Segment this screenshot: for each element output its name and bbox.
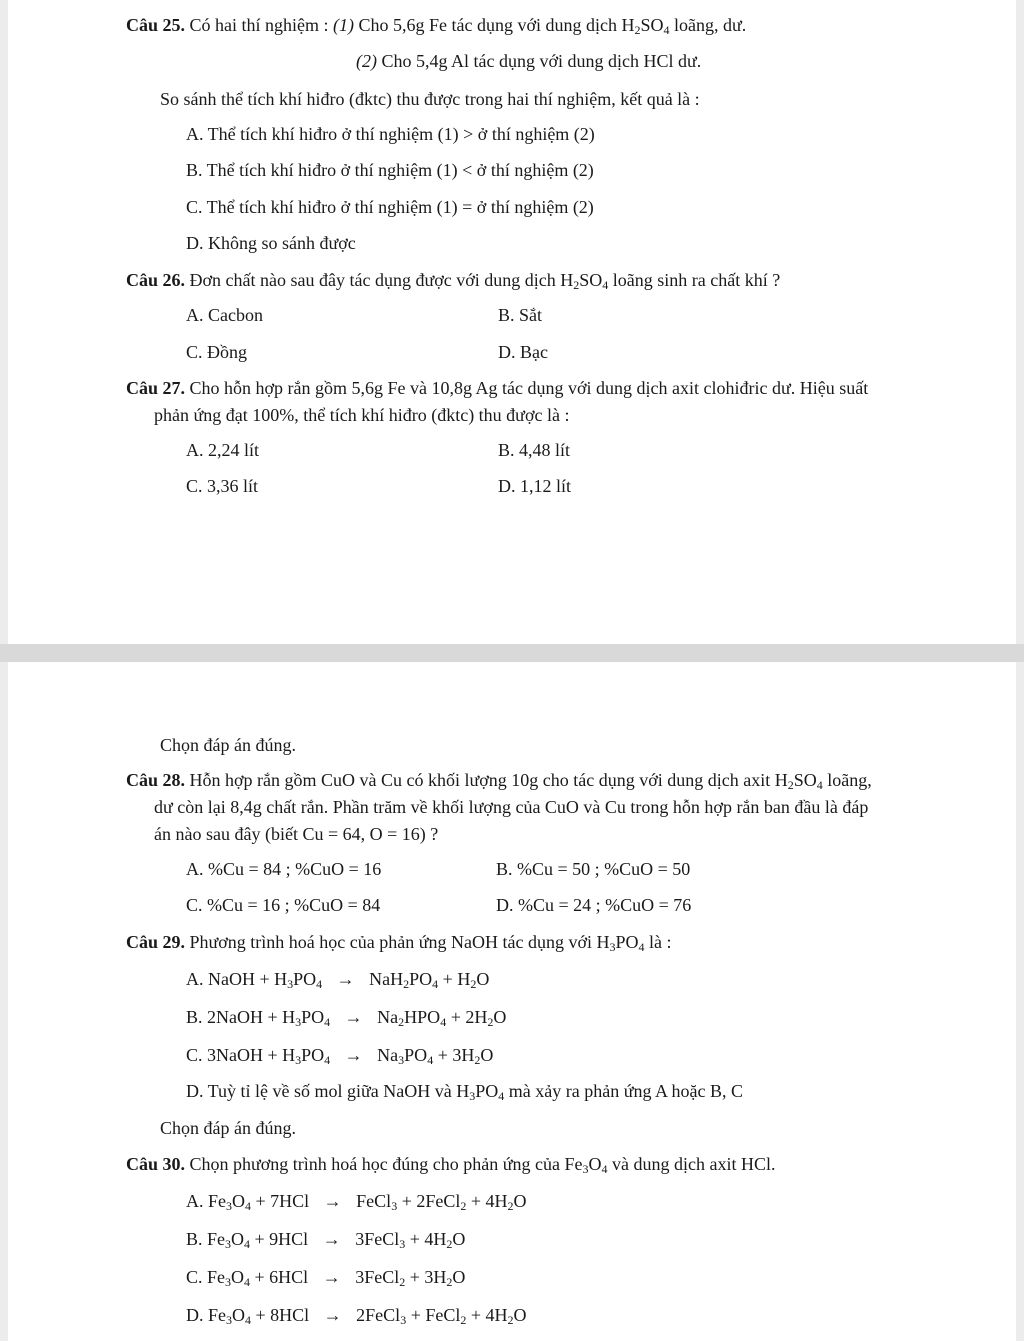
answer-option: C. Đồng [186, 342, 248, 362]
question-28-line3: án nào sau đây (biết Cu = 64, O = 16) ? [154, 824, 439, 844]
page-margin-right [1016, 0, 1024, 1341]
equation-option: A. NaOH + $H_3PO_4 \to NaH_2PO_4 + H_2O$ [186, 969, 490, 991]
question-28-line2: dư còn lại 8,4g chất rắn. Phần trăm về khối lượng của CuO và Cu trong hỗn hợp rắn ban đầu là đáp [154, 797, 869, 817]
answer-option: A. %Cu = 84 ; %CuO = 16 [186, 859, 382, 879]
equation-option: A. $Fe_3O_4 + 7HCl$ → FeCl$_3$ + 2FeCl$_2$ + $4H_2O$ [186, 1191, 527, 1213]
answer-option: C. Thể tích khí hiđro ở thí nghiệm (1) = ở thí nghiệm (2) [186, 197, 594, 217]
answer-option: D. %Cu = 24 ; %CuO = 76 [496, 895, 692, 915]
answer-option: D. Tuỳ tỉ lệ về số mol giữa NaOH và $H_3PO_4$ mà xảy ra phản ứng A hoặc B, C [186, 1081, 743, 1103]
answer-option: D. 1,12 lít [498, 476, 572, 496]
question-25-exp2: (2) Cho 5,4g Al tác dụng với dung dịch HCl dư. [356, 51, 702, 71]
equation-option: C. 3NaOH + $H_3PO_4 \to Na_3PO_4 + 3H_2O$ [186, 1045, 494, 1067]
question-25-text: So sánh thể tích khí hiđro (đktc) thu được trong hai thí nghiệm, kết quả là : [160, 89, 700, 109]
arrow-icon: → [323, 1191, 342, 1211]
arrow-icon: → [336, 969, 355, 989]
document-page-2 [8, 662, 1016, 1341]
equation-option: B. 2NaOH + $H_3PO_4 \to Na_2HPO_4 + 2H_2O$ [186, 1007, 507, 1029]
question-25-header: Câu 25. Có hai thí nghiệm : (1) Cho 5,6g Fe tác dụng với dung dịch $H_2SO_4$ loãng, dư. [126, 15, 747, 37]
equation-option: B. $Fe_3O_4 + 9HCl$ → 3FeCl$_3$ + $4H_2O$ [186, 1229, 466, 1251]
question-27-line2: phản ứng đạt 100%, thể tích khí hiđro (đktc) thu được là : [154, 405, 570, 425]
page-margin-left [0, 0, 8, 1341]
answer-option: C. 3,36 lít [186, 476, 259, 496]
instruction-text: Chọn đáp án đúng. [160, 1118, 296, 1138]
answer-option: D. Không so sánh được [186, 233, 356, 253]
answer-option: C. %Cu = 16 ; %CuO = 84 [186, 895, 381, 915]
page-separator [0, 644, 1024, 662]
answer-option: B. 4,48 lít [498, 440, 571, 460]
equation-option: C. $Fe_3O_4 + 6HCl$ → 3FeCl$_2$ + $3H_2O$ [186, 1267, 466, 1289]
question-27-header: Câu 27. Cho hỗn hợp rắn gồm 5,6g Fe và 10,8g Ag tác dụng với dung dịch axit clohiđric dư. Hiệu suất [126, 378, 869, 398]
question-label: Câu 25. [126, 15, 186, 35]
arrow-icon: → [322, 1267, 341, 1287]
answer-option: A. Cacbon [186, 305, 263, 325]
question-29-header: Câu 29. Phương trình hoá học của phản ứng NaOH tác dụng với $H_3PO_4$ là : [126, 932, 672, 954]
answer-option: B. Thể tích khí hiđro ở thí nghiệm (1) < ở thí nghiệm (2) [186, 160, 594, 180]
answer-option: A. Thể tích khí hiđro ở thí nghiệm (1) > ở thí nghiệm (2) [186, 124, 595, 144]
answer-option: A. 2,24 lít [186, 440, 260, 460]
document-page-1 [8, 0, 1016, 644]
answer-option: B. Sắt [498, 305, 543, 325]
answer-option: D. Bạc [498, 342, 548, 362]
equation-option: D. $Fe_3O_4 + 8HCl$ → 2FeCl$_3$ + FeCl$_2$ + $4H_2O$ [186, 1305, 527, 1327]
arrow-icon: → [322, 1229, 341, 1249]
question-28-header: Câu 28. Hỗn hợp rắn gồm CuO và Cu có khối lượng 10g cho tác dụng với dung dịch axit $H_2SO_4$ loãng, [126, 770, 872, 792]
answer-option: B. %Cu = 50 ; %CuO = 50 [496, 859, 691, 879]
instruction-text: Chọn đáp án đúng. [160, 735, 296, 755]
question-26-header: Câu 26. Đơn chất nào sau đây tác dụng được với dung dịch $H_2SO_4$ loãng sinh ra chất khí ? [126, 270, 781, 292]
arrow-icon: → [344, 1045, 363, 1065]
question-30-header: Câu 30. Chọn phương trình hoá học đúng cho phản ứng của $Fe_3O_4$ và dung dịch axit HCl. [126, 1154, 776, 1176]
arrow-icon: → [323, 1305, 342, 1325]
arrow-icon: → [344, 1007, 363, 1027]
